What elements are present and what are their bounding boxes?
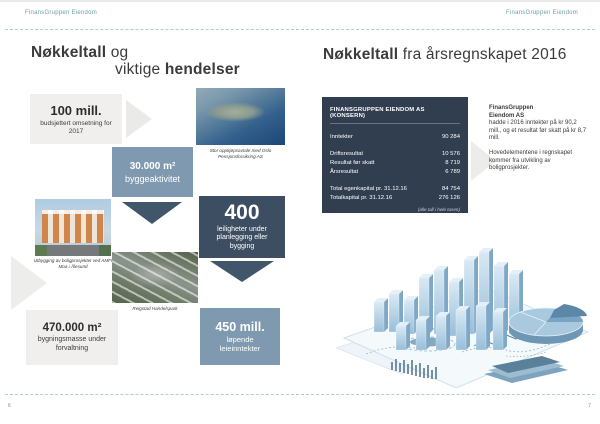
row-value: 90 284 bbox=[441, 134, 460, 140]
title-line-2: viktige hendelser bbox=[115, 61, 240, 78]
table-row bbox=[330, 168, 460, 177]
annual-report-summary bbox=[489, 105, 588, 173]
stat-label: løpende leieinntekter bbox=[219, 335, 261, 353]
stat-building-stock bbox=[26, 310, 118, 365]
summary-paragraph: hadde i 2016 inntekter på kr 90,2 mill., og et resultat før skatt på kr 8,7 mill. bbox=[489, 120, 587, 142]
row-label: Total egenkapital pr. 31.12.16 bbox=[330, 186, 407, 192]
table-row bbox=[330, 133, 460, 142]
building-facade bbox=[42, 210, 104, 243]
apartment-building-photo bbox=[35, 199, 111, 256]
stat-label: budsjettert omsetning for 2017 bbox=[40, 119, 112, 135]
left-page-header: FinansGruppen Eiendom bbox=[25, 10, 97, 16]
stat-value: 400 bbox=[224, 200, 260, 224]
coastal-aerial-photo bbox=[196, 88, 285, 145]
stat-value: 100 mill. bbox=[50, 102, 102, 118]
building-photo-caption: Utbygging av boligprosjektet ved AMFI Moa i Ålesund bbox=[33, 258, 113, 269]
top-dashed-rule bbox=[5, 29, 595, 30]
summary-paragraph: Hovedelementene i regnskapet kommer fra utvikling av boligprosjekter. bbox=[489, 149, 573, 172]
row-value: 10 576 bbox=[441, 151, 460, 157]
table-row bbox=[330, 159, 460, 168]
arrow-down-icon bbox=[122, 202, 182, 224]
left-page-number: 6 bbox=[8, 403, 11, 409]
right-page-number: 7 bbox=[588, 403, 591, 409]
arrow-right-icon bbox=[126, 100, 152, 138]
stat-apartments bbox=[199, 196, 285, 258]
row-label: Årsresultat bbox=[330, 169, 359, 175]
row-label: Totalkapital pr. 31.12.16 bbox=[330, 195, 393, 201]
right-page-header: FinansGruppen Eiendom bbox=[506, 10, 578, 16]
financial-figures-table bbox=[322, 97, 468, 213]
row-label: Resultat før skatt bbox=[330, 160, 375, 166]
row-value: 6 789 bbox=[445, 169, 460, 175]
row-label: Inntekter bbox=[330, 134, 353, 140]
table-row bbox=[330, 194, 460, 203]
3d-bar-chart bbox=[374, 248, 523, 350]
page-edge bbox=[0, 0, 600, 2]
stat-rental-income bbox=[200, 308, 280, 365]
stat-label: bygningsmasse under forvaltning bbox=[37, 336, 107, 352]
stat-value: 450 mill. bbox=[215, 320, 265, 334]
stat-construction-activity bbox=[112, 147, 193, 197]
stat-value: 30.000 m² bbox=[129, 160, 176, 172]
bottom-dashed-rule bbox=[5, 394, 595, 395]
row-label: Driftsresultat bbox=[330, 151, 364, 157]
arrow-right-icon bbox=[11, 256, 47, 310]
stat-label: leiligheter under planlegging eller bygging bbox=[216, 225, 268, 250]
row-value: 84 754 bbox=[441, 186, 460, 192]
stat-budget-revenue bbox=[30, 94, 122, 144]
left-page-title bbox=[31, 44, 240, 78]
coast-photo-caption: Stor oppkjøpsavtale med Oslo Pensjonsforsikring AS bbox=[209, 148, 272, 159]
park-photo-caption: Reigstad Handelspark bbox=[132, 306, 178, 311]
table-row bbox=[330, 150, 460, 159]
table-footnote: (alle tall i hele tusen) bbox=[417, 207, 460, 212]
table-title: FINANSGRUPPEN EIENDOM AS (KONSERN) bbox=[330, 107, 460, 124]
row-value: 8 719 bbox=[445, 160, 460, 166]
stat-value: 470.000 m² bbox=[42, 322, 102, 334]
street-level bbox=[35, 245, 111, 256]
title-line-1: Nøkkeltall og bbox=[31, 44, 129, 61]
summary-lead: FinansGruppen bbox=[489, 105, 534, 111]
stat-label: byggeaktivitet bbox=[124, 173, 181, 184]
financial-charts-illustration bbox=[336, 228, 592, 392]
business-park-aerial-photo bbox=[112, 252, 198, 303]
right-page-title: Nøkkeltall fra årsregnskapet 2016 bbox=[323, 46, 567, 63]
table-row bbox=[330, 185, 460, 194]
row-value: 276 126 bbox=[438, 195, 460, 201]
arrow-down-icon bbox=[210, 261, 274, 282]
summary-lead: Eiendom AS bbox=[489, 112, 525, 119]
